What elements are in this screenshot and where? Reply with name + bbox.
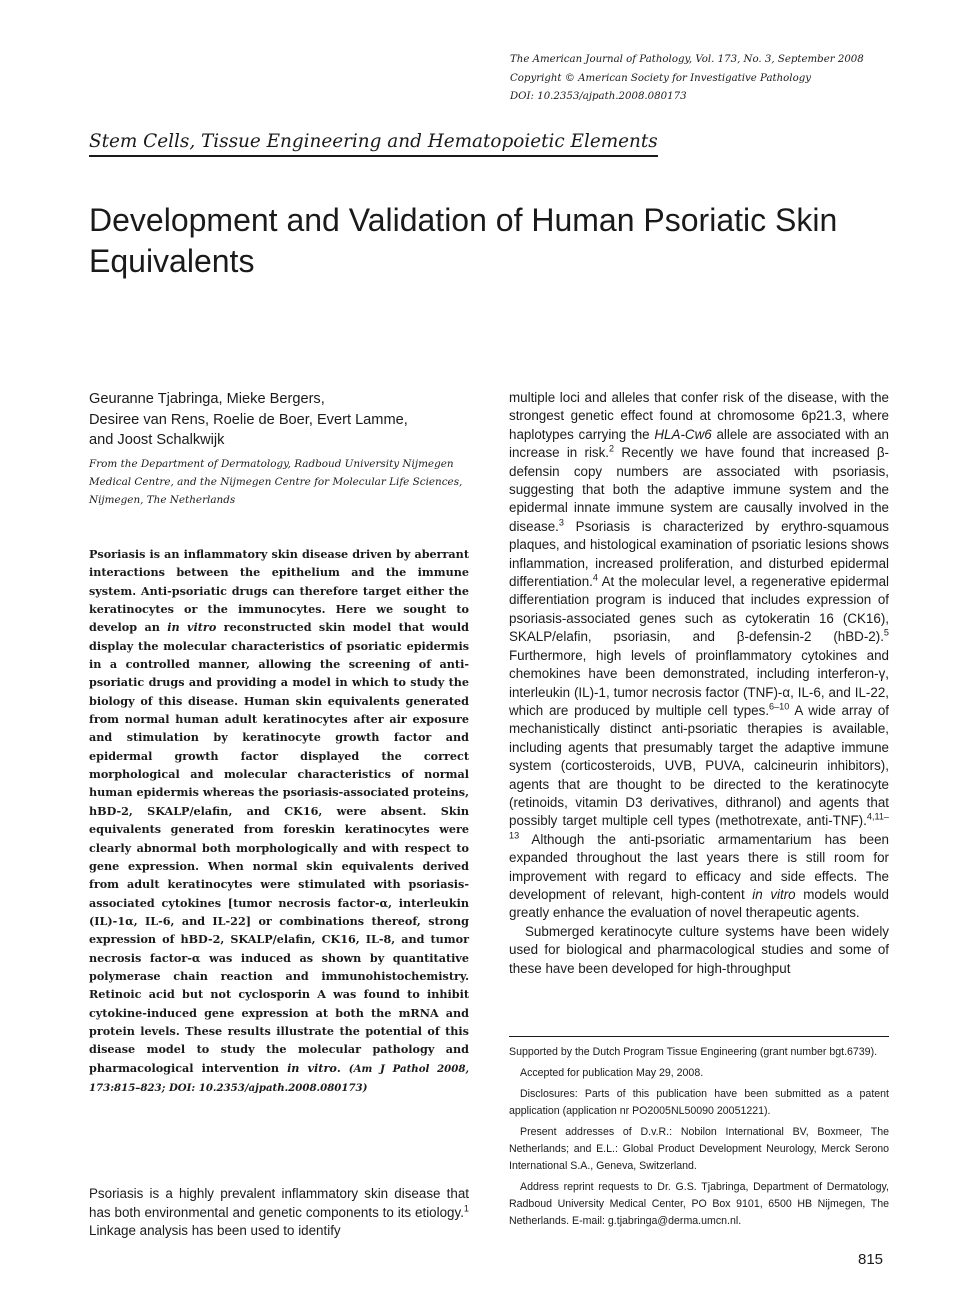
body-text: Psoriasis is characterized by erythro-squamous plaques, and histological examination of psoriatic lesions shows inflammation, increased proliferation, and disturbed epidermal differentiation.	[509, 518, 889, 590]
body-text: At the molecular level, a regenerative epidermal differentiation program is induced that includes expression of psoriasis-associated genes such as cytokeratin 16 (CK16), SKALP/elafin, psoriasin, and β-defensin-2 (hBD-2).	[509, 574, 889, 645]
body-text: allele are associated with an increase in risk.	[509, 426, 889, 461]
journal-citation: The American Journal of Pathology, Vol. 173, No. 3, September 2008	[510, 54, 864, 65]
gene-name: HLA-Cw6	[654, 426, 712, 442]
body-text: A wide array of mechanistically distinct anti-psoriatic therapies is available, including agents that presumably target the adaptive immune system (corticosteroids, UVB, PUVA, calcineurin inhibitors), agents that are thought to be directed to the keratinocyte (retinoids, vitamin D3 derivatives, dithranol) and agents that possibly target multiple cell types (methotrexate, anti-TNF).	[509, 702, 889, 829]
author-line: Desiree van Rens, Roelie de Boer, Evert Lamme,	[89, 411, 408, 428]
abstract-text: .	[336, 1060, 349, 1075]
section-heading: Stem Cells, Tissue Engineering and Hematopoietic Elements	[89, 131, 658, 157]
reference-link[interactable]: 1	[463, 1203, 469, 1214]
footnote-support: Supported by the Dutch Program Tissue Engineering (grant number bgt.6739).	[509, 1046, 878, 1058]
reference-link[interactable]: 4	[592, 572, 598, 583]
abstract	[89, 545, 469, 1097]
journal-copyright: Copyright © American Society for Investigative Pathology	[510, 72, 811, 84]
body-text: Although the anti-psoriatic armamentarium has been expanded throughout the last years there is still room for improvement with regard to efficacy and side effects. The development of relevant, high-content	[509, 831, 889, 902]
author-list	[89, 389, 479, 451]
author-line: Geuranne Tjabringa, Mieke Bergers,	[89, 391, 325, 407]
body-text: Psoriasis is a highly prevalent inflammatory skin disease that has both environmental and genetic components to its etiology.	[89, 1186, 469, 1220]
author-line: and Joost Schalkwijk	[89, 432, 225, 448]
intro-paragraph	[89, 1185, 469, 1241]
footnote-accepted: Accepted for publication May 29, 2008.	[520, 1067, 704, 1079]
intro-left-column	[89, 1185, 469, 1241]
journal-header	[510, 51, 930, 107]
article-title: Development and Validation of Human Psoriatic Skin Equivalents	[89, 202, 838, 279]
intro-right-column	[509, 389, 889, 978]
body-text: multiple loci and alleles that confer risk of the disease, with the strongest genetic effect found at chromosome 6p21.3, where haplotypes carrying the	[509, 390, 889, 442]
abstract-italic: in vitro	[167, 620, 217, 635]
footnote-reprint-requests: Address reprint requests to Dr. G.S. Tjabringa, Department of Dermatology, Radboud University Medical Center, PO Box 9101, 6500 HB Nijmegen, The Netherlands. E-mail: g.tjabringa@derma.umcn.nl.	[509, 1181, 889, 1227]
footnotes	[509, 1044, 889, 1234]
italic-term: in vitro	[752, 886, 796, 902]
intro-paragraph: Submerged keratinocyte culture systems have been widely used for biological and pharmacological studies and some of these have been developed for high-throughput	[509, 923, 889, 976]
abstract-citation: (Am J Pathol 2008, 173:815–823; DOI: 10.2353/ajpath.2008.080173)	[89, 1062, 469, 1094]
footnote-present-addresses: Present addresses of D.v.R.: Nobilon International BV, Boxmeer, The Netherlands; and E.L.: Global Product Development Neurology, Merck Serono International S.A., Geneva, Switzerland.	[509, 1126, 889, 1172]
body-text: Recently we have found that increased β-defensin copy numbers are associated with psoriasis, suggesting that both the adaptive immune system and the epidermal innate immune system are causally involved in the disease.	[509, 445, 889, 534]
abstract-italic: in vitro	[287, 1060, 337, 1075]
reference-link[interactable]: 3	[558, 517, 564, 528]
intro-paragraph	[509, 389, 889, 923]
journal-doi: DOI: 10.2353/ajpath.2008.080173	[510, 91, 687, 102]
footnote-disclosures: Disclosures: Parts of this publication have been submitted as a patent application (application nr PO2005NL50090 20051221).	[509, 1088, 889, 1117]
reference-link[interactable]: 6–10	[769, 701, 790, 712]
abstract-text: Psoriasis is an inflammatory skin disease driven by aberrant interactions between the epithelium and the immune system. Anti-psoriatic drugs can therefore target either the keratinocytes or the immunocytes. Here we sought to develop an	[89, 547, 469, 635]
reference-link[interactable]: 4,11–13	[509, 811, 889, 841]
abstract-text: reconstructed skin model that would display the molecular characteristics of psoriatic epidermis in a controlled manner, allowing the screening of anti-psoriatic drugs and providing a model in which to study the biology of this disease. Human skin equivalents generated from normal human adult keratinocytes after air exposure and stimulation by keratinocyte growth factor and epidermal growth factor displayed the correct morphological and molecular characteristics of normal human epidermis whereas the psoriasis-associated proteins, hBD-2, SKALP/elafin, and CK16, were absent. Skin equivalents generated from foreskin keratinocytes were clearly abnormal both morphologically and with respect to gene expression. When normal skin equivalents derived from adult keratinocytes were stimulated with psoriasis-associated cytokines [tumor necrosis factor-α, interleukin (IL)-1α, IL-6, and IL-22] or combinations thereof, strong expression of hBD-2, SKALP/elafin, CK16, IL-8, and tumor necrosis factor-α was induced as shown by quantitative polymerase chain reaction and immunohistochemistry. Retinoic acid but not cyclosporin A was found to inhibit cytokine-induced gene expression at both the mRNA and protein levels. These results illustrate the potential of this disease model to study the molecular pathology and pharmacological intervention	[89, 620, 469, 1075]
body-text: models would greatly enhance the evaluation of novel therapeutic agents.	[509, 886, 889, 921]
reference-link[interactable]: 5	[883, 627, 889, 638]
body-text: Furthermore, high levels of proinflammatory cytokines and chemokines have been demonstrated, including interferon-γ, interleukin (IL)-1, tumor necrosis factor (TNF)-α, IL-6, and IL-22, which are produced by multiple cell types.	[509, 647, 889, 718]
footnote-divider	[509, 1036, 889, 1037]
body-text: Linkage analysis has been used to identify	[89, 1223, 341, 1238]
page-number: 815	[858, 1251, 884, 1268]
reference-link[interactable]: 2	[609, 443, 615, 454]
affiliation: From the Department of Dermatology, Radboud University Nijmegen Medical Centre, and the Nijmegen Centre for Molecular Life Sciences, Nijmegen, The Netherlands	[89, 458, 463, 506]
